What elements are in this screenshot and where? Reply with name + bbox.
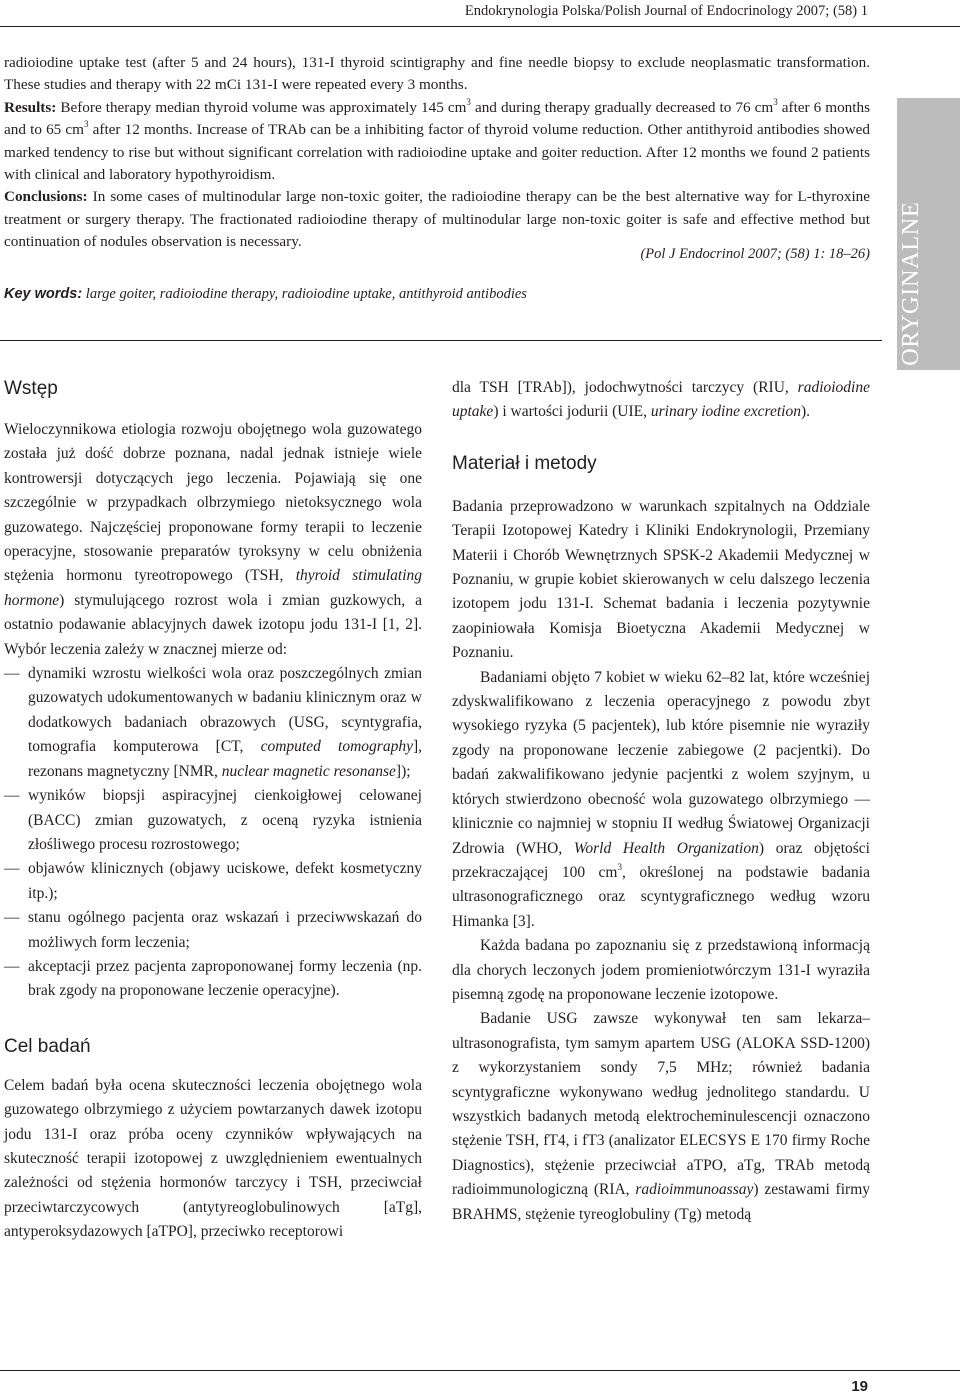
abstract-conclusions: Conclusions: In some cases of multinodular large non-toxic goiter, the radioiodine therapy can be the best alternative way for L-thyroxine treatment or surgery therapy. The fractionated radioiodine therapy of multinodular large non-toxic goiter is safe and effective method but continuation of nodules observation is necessary. — [4, 188, 870, 251]
abstract-methods-tail: radioiodine uptake test (after 5 and 24 hours), 131-I thyroid scintigraphy and fine needle biopsy to exclude neoplasmatic transformation. These studies and therapy with 22 mCi 131-I were repeated every 3 months. — [4, 54, 870, 94]
list-item: — wyników biopsji aspiracyjnej cienkoigłowej celowanej (BACC) zmian guzowatych, z oceną ryzyka istnienia złośliwego procesu rozrostowego; — [4, 784, 422, 857]
list-item: — dynamiki wzrostu wielkości wola oraz poszczególnych zmian guzowatych udokumentowanych w badaniu klinicznym oraz w dodatkowych badaniach obrazowych (USG, scyntygrafia, tomografia komputerowa [CT, computed tomography], rezonans magnetyczny [NMR, nuclear magnetic resonanse]); — [4, 662, 422, 784]
section-side-label: PRACE ORYGINALNE — [897, 201, 924, 455]
keywords-text: large goiter, radioiodine therapy, radioiodine uptake, antithyroid antibodies — [82, 286, 527, 302]
citation: (Pol J Endocrinol 2007; (58) 1: 18–26) — [640, 246, 870, 262]
keywords-label: Key words: — [4, 286, 83, 302]
methods-paragraph-2: Badaniami objęto 7 kobiet w wieku 62–82 lat, które wcześniej zdyskwalifikowano z leczenia operacyjnego z powodu zbyt wysokiego ryzyka (5 pacjentek), lub które pisemnie nie wyraziły zgody na proponowane leczenie zabiegowe (2 pacjentki). Do badań zakwalifikowano jedynie pacjentki z wolem szyjnym, u których stwierdzono obecność wola guzowatego olbrzymiego — klinicznie co najmniej w stopniu II według Światowej Organizacji Zdrowia (WHO, World Health Organization) oraz objętości przekraczającej 100 $cm^3$, określonej na podstawie badania ultrasonograficznego oraz scyntygraficznego według wzoru Himanka [3]. — [452, 668, 870, 930]
list-item: — objawów klinicznych (objawy uciskowe, defekt kosmetyczny itp.); — [4, 857, 422, 906]
header-rule — [0, 26, 960, 27]
right-column — [452, 376, 870, 1227]
abstract — [4, 52, 870, 254]
heading-material-i-metody: Materiał i metody — [452, 452, 597, 474]
heading-cel-badan: Cel badań — [4, 1035, 91, 1057]
keywords — [4, 286, 527, 303]
page-number: 19 — [851, 1378, 868, 1395]
aim-paragraph: Celem badań była ocena skuteczności leczenia obojętnego wola guzowatego olbrzymiego z użyciem powtarzanych dawek izotopu jodu 131-I oraz próba oceny czynników wpływających na skuteczność terapii izotopowej z uwzględnieniem ewentualnych zależności od stężenia hormonów tarczycy i TSH, przeciwciał przeciwtarczycowych (antytyreoglobulinowych [aTg], antyperoksydazowych [aTPO], przeciwko receptorowi — [4, 1076, 422, 1241]
methods-paragraph-1: Badania przeprowadzono w warunkach szpitalnych na Oddziale Terapii Izotopowej Katedry i Kliniki Endokrynologii, Przemiany Materii i Chorób Wewnętrznych SPSK-2 Akademii Medycznej w Poznaniu, w grupie kobiet skierowanych w celu dalszego leczenia izotopem jodu 131-I. Schemat badania i leczenia pozytywnie zaopiniowała Komisja Bioetyczna Akademii Medycznej w Poznaniu. — [452, 497, 870, 662]
list-item: — akceptacji przez pacjenta zaproponowanej formy leczenia (np. brak zgody na proponowane leczenie operacyjne). — [4, 955, 422, 1004]
running-header: Endokrynologia Polska/Polish Journal of Endocrinology 2007; (58) 1 — [464, 3, 868, 19]
methods-paragraph-4: Badanie USG zawsze wykonywał ten sam lekarza–ultrasonografista, tym samym apartem USG (ALOKA SSD-1200) z wykorzystaniem sondy 7,5 MHz; również badania scyntygraficzne wykonywano według jednolitego standardu. U wszystkich badanych metodą elektrocheminulescencji oznaczono stężenie TSH, fT4, i fT3 (analizator ELECSYS E 170 firmy Roche Diagnostics), stężenie przeciwciał aTPO, aTg, TRAb metodą radioimmunologiczną (RIA, radioimmunoassay) zestawami firmy BRAHMS, stężenie tyreoglobuliny (Tg) metodą — [452, 1010, 870, 1223]
heading-wstep: Wstęp — [4, 378, 58, 399]
conclusions-label: Conclusions: — [4, 188, 88, 206]
left-column — [4, 376, 422, 1245]
abstract-results: Results: Before therapy median thyroid volume was approximately 145 $cm^3$ and during therapy gradually decreased to 76 $cm^3$ after 6 months and to 65 $cm^3$ after 12 months. Increase of TRAb can be a inhibiting factor of thyroid volume reduction. Other antithyroid antibodies showed marked tendency to rise but without significant correlation with radioiodine uptake and goiter reduction. After 12 months we found 2 patients with clinical and laboratory hypothyroidism. — [4, 96, 871, 184]
methods-paragraph-3: Każda badana po zapoznaniu się z przedstawioną informacją dla chorych leczonych jodem promieniotwórczym 131-I wyraziła pisemną zgodę na proponowane leczenie izotopowe. — [452, 937, 870, 1003]
continued-paragraph: dla TSH [TRAb]), jodochwytności tarczycy (RIU, radioiodine uptake) i wartości jodurii (UIE, urinary iodine excretion). — [452, 379, 870, 421]
intro-paragraph: Wieloczynnikowa etiologia rozwoju obojętnego wola guzowatego została już dość dobrze poznana, nadal jednak istnieje wiele kontrowersji dotyczących jego leczenia. Pojawiają się one szczególnie w przypadkach olbrzymiego nietoksycznego wola guzowatego. Najczęściej proponowane formy terapii to leczenie operacyjne, stosowanie preparatów tyroksyny w celu obniżenia stężenia hormonu tyreotropowego (TSH, thyroid stimulating hormone) stymulującego rozrost wola i zmian guzkowych, a ostatnio podawanie ablacyjnych dawek izotopu jodu 131-I [1, 2]. Wybór leczenia zależy w znacznej mierze od: — [4, 421, 422, 658]
footer-rule — [0, 1370, 960, 1371]
list-item: — stanu ogólnego pacjenta oraz wskazań i przeciwwskazań do możliwych form leczenia; — [4, 906, 422, 955]
section-divider — [0, 340, 882, 341]
section-side-band — [897, 98, 960, 455]
results-label: Results: — [4, 98, 57, 116]
